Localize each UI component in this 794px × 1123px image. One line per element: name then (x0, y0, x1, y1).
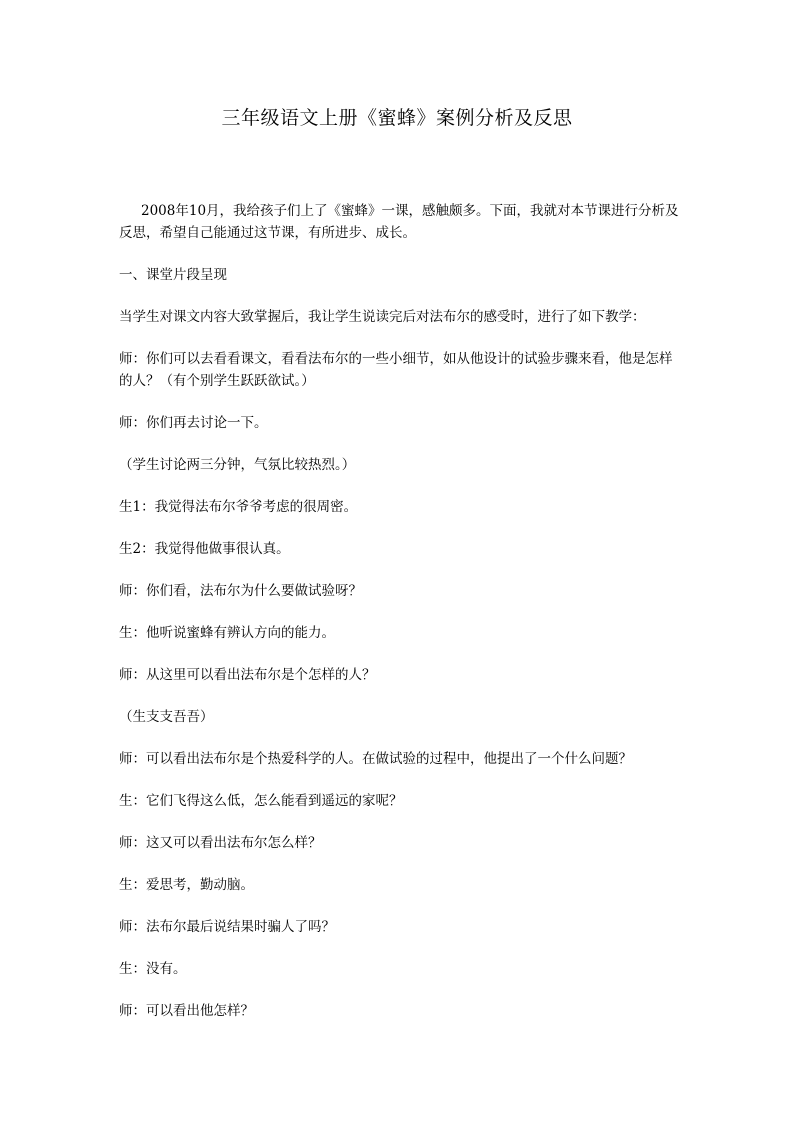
body-line: 当学生对课文内容大致掌握后，我让学生说读完后对法布尔的感受时，进行了如下教学： (119, 309, 646, 325)
body-line: 生：爱思考，勤动脑。 (119, 877, 254, 893)
body-line: 师：这又可以看出法布尔怎么样？ (119, 835, 322, 851)
section-heading: 一、课堂片段呈现 (119, 267, 227, 283)
body-line: 生：他听说蜜蜂有辨认方向的能力。 (119, 625, 335, 641)
body-line: 师：可以看出他怎样？ (119, 1003, 254, 1019)
body-line: 师：你们再去讨论一下。 (119, 415, 268, 431)
body-line: 生：没有。 (119, 961, 187, 977)
document-body (119, 200, 679, 1022)
body-line: 师：从这里可以看出法布尔是个怎样的人？ (119, 667, 376, 683)
body-line: 生：它们飞得这么低，怎么能看到遥远的家呢？ (119, 793, 403, 809)
body-line: 生2：我觉得他做事很认真。 (119, 541, 290, 557)
body-line: 师：你们看，法布尔为什么要做试验呀？ (119, 583, 362, 599)
body-line: 师：你们可以去看看课文，看看法布尔的一些小细节，如从他设计的试验步骤来看，他是怎样的人？（有个别学生跃跃欲试。） (119, 351, 673, 389)
intro-paragraph: 2008年10月，我给孩子们上了《蜜蜂》一课，感触颇多。下面，我就对本节课进行分析及反思，希望自己能通过这节课，有所进步、成长。 (119, 203, 679, 241)
body-line: 师：法布尔最后说结果时骗人了吗？ (119, 919, 335, 935)
body-line: 师：可以看出法布尔是个热爱科学的人。在做试验的过程中，他提出了一个什么问题？ (119, 751, 632, 767)
body-line: （生支支吾吾） (119, 709, 214, 725)
body-line: 生1：我觉得法布尔爷爷考虑的很周密。 (119, 499, 358, 515)
body-line: （学生讨论两三分钟，气氛比较热烈。） (119, 457, 356, 473)
document-title: 三年级语文上册《蜜蜂》案例分析及反思 (221, 107, 573, 129)
